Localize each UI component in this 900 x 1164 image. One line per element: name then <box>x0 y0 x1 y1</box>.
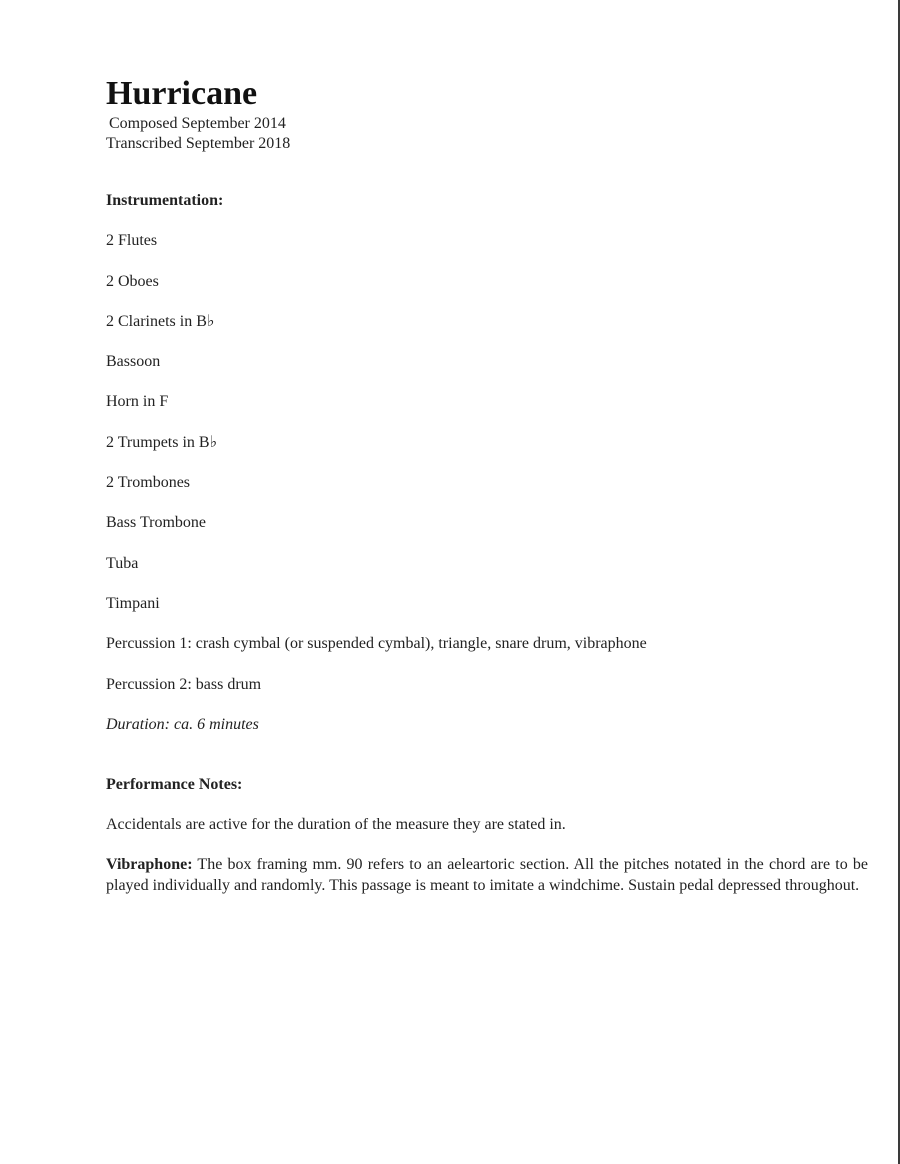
composed-date: Composed September 2014 <box>109 115 286 132</box>
performance-notes-heading: Performance Notes: <box>106 775 243 793</box>
vibraphone-note-text: The box framing mm. 90 refers to an aeleartoric section. All the pitches notated in the chord are to be played individually and randomly. This passage is meant to imitate a windchime. Sustain pedal depressed throughout. <box>106 856 868 894</box>
instrument-item: Timpani <box>106 594 160 612</box>
instrument-item: Bass Trombone <box>106 514 207 532</box>
instrument-item: 2 Oboes <box>106 272 159 290</box>
instrument-item: 2 Flutes <box>106 232 158 250</box>
transcribed-date: Transcribed September 2018 <box>106 135 291 152</box>
instrumentation-heading: Instrumentation: <box>106 192 224 209</box>
instrument-item: Horn in F <box>106 393 169 411</box>
instrument-item: Tuba <box>106 554 139 572</box>
duration-text: Duration: ca. 6 minutes <box>106 715 259 733</box>
vibraphone-label: Vibraphone: <box>106 856 193 874</box>
document-title: Hurricane <box>106 75 258 112</box>
instrument-item: 2 Trombones <box>106 474 191 492</box>
instrument-item: Percussion 2: bass drum <box>106 675 262 693</box>
instrument-item: Bassoon <box>106 353 161 371</box>
document-page <box>106 74 868 896</box>
instrument-item: Percussion 1: crash cymbal (or suspended cymbal), triangle, snare drum, vibraphone <box>106 635 647 653</box>
instrument-list <box>106 231 868 694</box>
instrument-item: 2 Trumpets in B♭ <box>106 433 218 451</box>
accidentals-note: Accidentals are active for the duration of the measure they are stated in. <box>106 815 566 833</box>
vibraphone-note <box>106 855 868 896</box>
instrument-item: 2 Clarinets in B♭ <box>106 312 215 330</box>
